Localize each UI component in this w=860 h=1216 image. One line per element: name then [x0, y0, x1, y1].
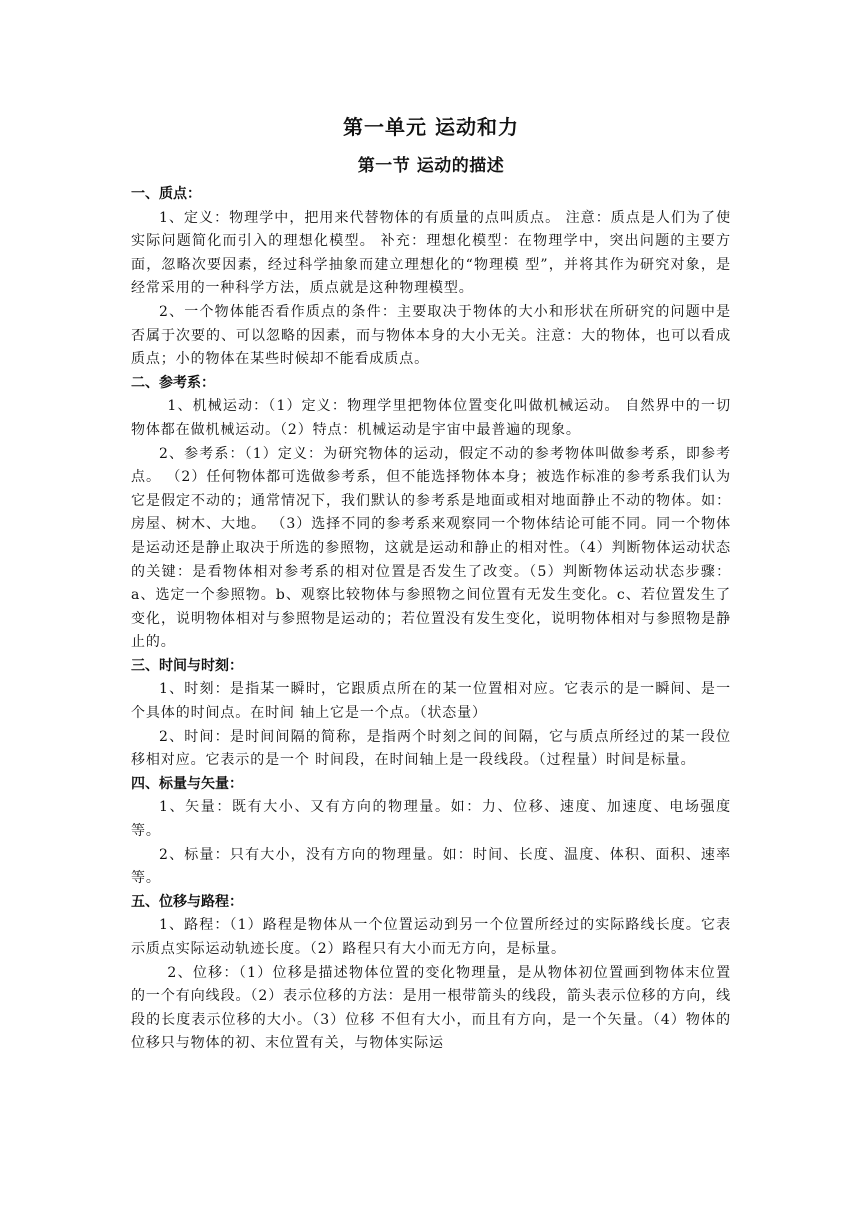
paragraph: 2、标量：只有大小，没有方向的物理量。如：时间、长度、温度、体积、面积、速率等。	[131, 846, 731, 887]
paragraph: 2、一个物体能否看作质点的条件：主要取决于物体的大小和形状在所研究的问题中是否属于次要的、可以忽略的因素，而与物体本身的大小无关。注意：大的物体，也可以看成质点；小的物体在某些时候却不能看成质点。	[131, 303, 731, 368]
section-heading: 二、参考系：	[131, 374, 215, 391]
section-heading: 四、标量与矢量：	[131, 775, 243, 792]
section-scalar-and-vector	[131, 773, 731, 891]
paragraph: 1、定义：物理学中，把用来代替物体的有质量的点叫质点。 注意：质点是人们为了使实际问题简化而引入的理想化模型。 补充：理想化模型：在物理学中，突出问题的主要方面，忽略次要因素，经过科学抽象而建立理想化的“物理模 型”，并将其作为研究对象，是经常采用的一种科学方法，质点就是这种物理模型。	[131, 209, 731, 297]
section-heading: 三、时间与时刻：	[131, 657, 243, 674]
paragraph: 2、位移：（1）位移是描述物体位置的变化物理量，是从物体初位置画到物体末位置的一个有向线段。（2）表示位移的方法：是用一根带箭头的线段，箭头表示位移的方向，线段的长度表示位移的大小。（3）位移 不但有大小，而且有方向，是一个矢量。（4）物体的位移只与物体的初、末位置有关，与物体实际运	[131, 964, 731, 1052]
paragraph: 2、参考系：（1）定义：为研究物体的运动，假定不动的参考物体叫做参考系，即参考点。 （2）任何物体都可选做参考系，但不能选择物体本身；被选作标准的参考系我们认为它是假定不动的；通常情况下，我们默认的参考系是地面或相对地面静止不动的物体。如：房屋、树木、大地。 （3）选择不同的参考系来观察同一个物体结论可能不同。同一个物体是运动还是静止取决于所选的参照物，这就是运动和静止的相对性。（4）判断物体运动状态的关键：是看物体相对参考系的相对位置是否发生了改变。（5）判断物体运动状态步骤：a、选定一个参照物。b、观察比较物体与参照物之间位置有无发生变化。c、若位置发生了变化，说明物体相对与参照物是运动的；若位置没有发生变化，说明物体相对与参照物是静止的。	[131, 445, 731, 651]
section-time-and-moment	[131, 655, 731, 773]
section-title: 第一节 运动的描述	[357, 156, 505, 176]
document-body	[131, 112, 731, 1056]
paragraph: 1、时刻：是指某一瞬时，它跟质点所在的某一位置相对应。它表示的是一瞬间、是一个具体的时间点。在时间 轴上它是一个点。（状态量）	[131, 681, 731, 722]
section-displacement-and-distance	[131, 891, 731, 1056]
section-reference-frame	[131, 372, 731, 655]
section-heading: 五、位移与路程：	[131, 893, 243, 910]
paragraph: 1、路程：（1）路程是物体从一个位置运动到另一个位置所经过的实际路线长度。它表示质点实际运动轨迹长度。（2）路程只有大小而无方向，是标量。	[131, 917, 731, 957]
paragraph: 1、矢量：既有大小、又有方向的物理量。如：力、位移、速度、加速度、电场强度等。	[131, 799, 731, 840]
unit-title: 第一单元 运动和力	[343, 115, 519, 139]
section-particle	[131, 183, 731, 372]
section-heading: 一、质点：	[131, 186, 201, 202]
paragraph: 2、时间：是时间间隔的简称，是指两个时刻之间的间隔，它与质点所经过的某一段位移相对应。它表示的是一个 时间段，在时间轴上是一段线段。（过程量）时间是标量。	[131, 728, 731, 769]
paragraph: 1、机械运动：（1）定义：物理学里把物体位置变化叫做机械运动。 自然界中的一切物体都在做机械运动。（2）特点：机械运动是宇宙中最普遍的现象。	[131, 398, 731, 438]
